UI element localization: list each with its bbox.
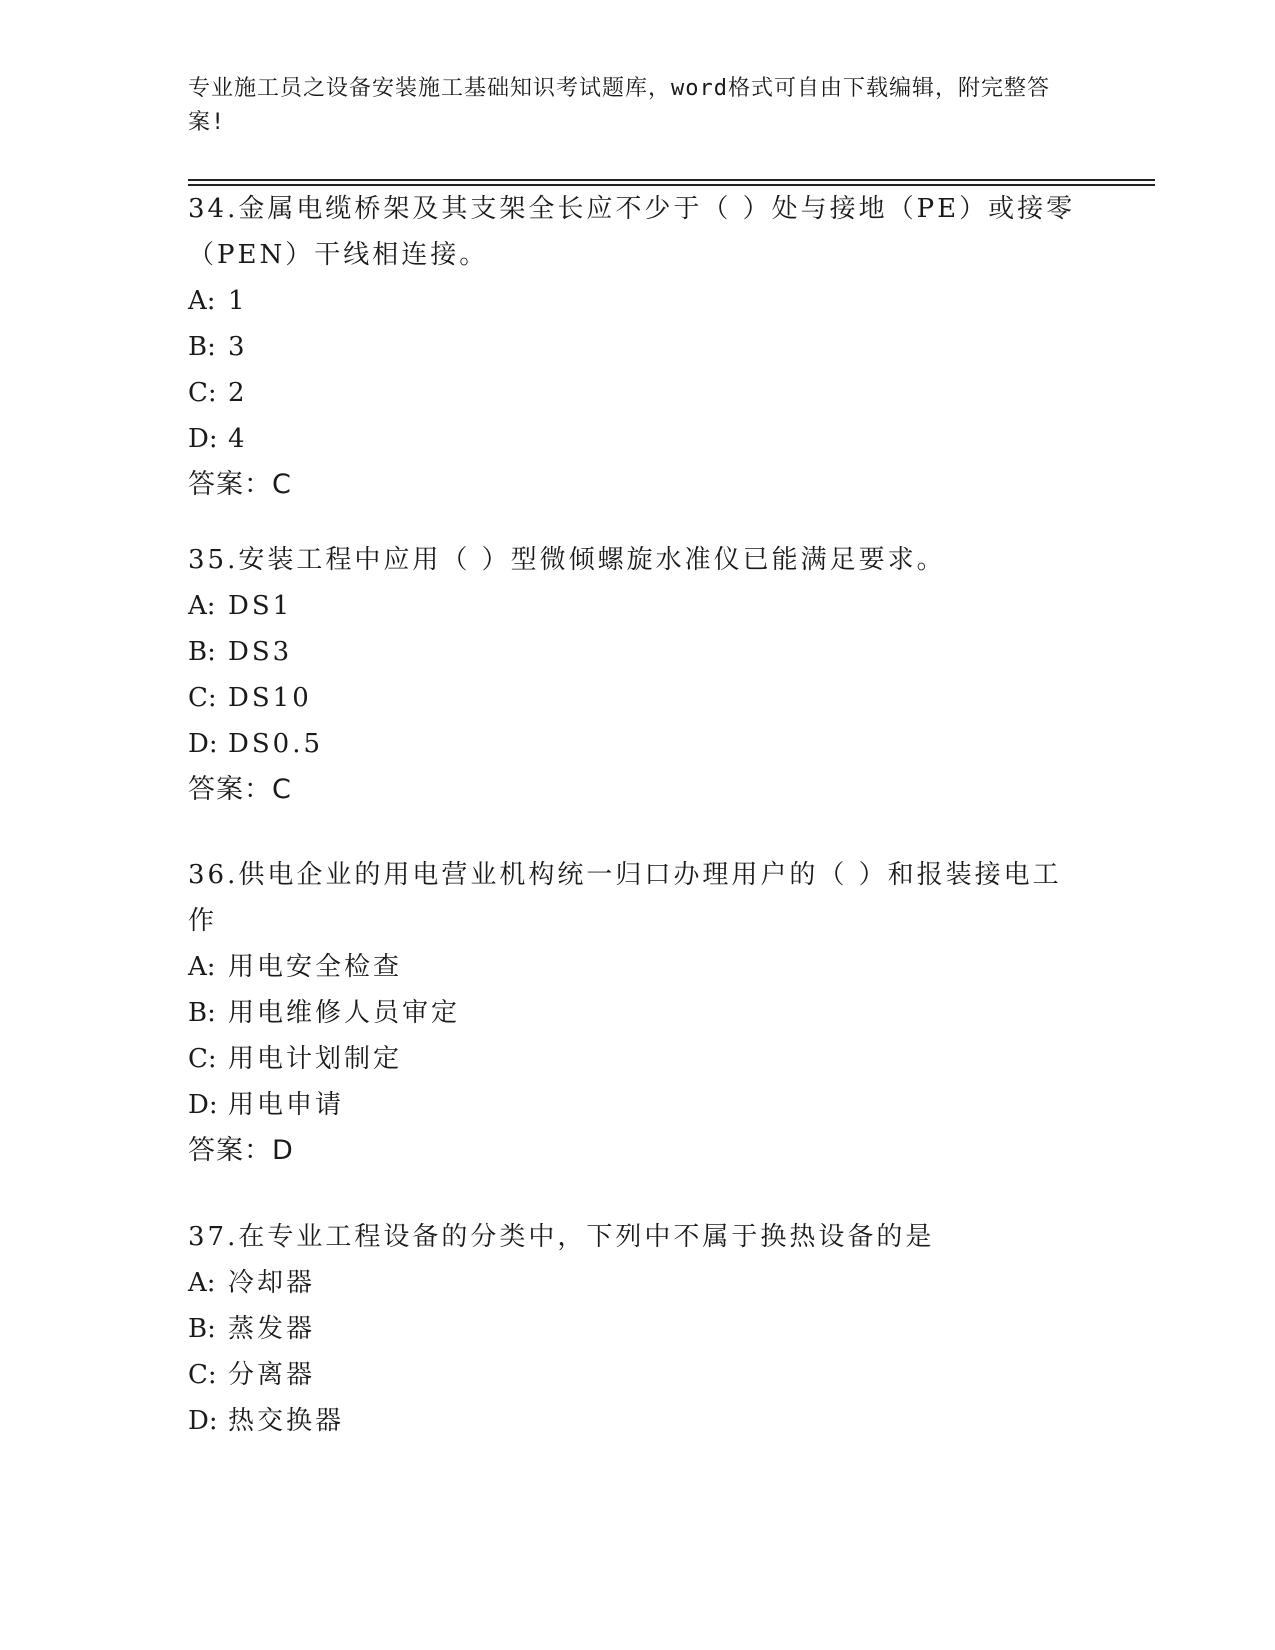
option-value: 用电申请 (228, 1090, 345, 1120)
option-value: 4 (228, 424, 248, 454)
option-d (188, 416, 1078, 462)
option-d (188, 1398, 1078, 1444)
question-text: 36.供电企业的用电营业机构统一归口办理用户的（ ）和报装接电工作 (188, 860, 1062, 936)
option-value: 用电计划制定 (228, 1044, 403, 1074)
option-value: 热交换器 (228, 1406, 345, 1436)
option-key: C: (188, 1360, 217, 1390)
option-value: 2 (228, 378, 248, 408)
option-a (188, 278, 1078, 324)
option-key: D: (188, 1406, 218, 1436)
option-key: A: (188, 591, 216, 621)
option-key: C: (188, 683, 217, 713)
option-b (188, 629, 1078, 675)
option-value: DS0.5 (228, 729, 324, 759)
option-key: D: (188, 729, 218, 759)
option-key: B: (188, 1314, 216, 1344)
option-key: B: (188, 332, 216, 362)
option-key: C: (188, 1044, 217, 1074)
option-value: 蒸发器 (228, 1314, 316, 1344)
option-c (188, 1036, 1078, 1082)
option-key: C: (188, 378, 217, 408)
option-key: A: (188, 1268, 216, 1298)
option-value: DS10 (228, 683, 312, 713)
question-34 (188, 186, 1078, 508)
answer-line: 答案：C (188, 469, 292, 500)
option-key: B: (188, 637, 216, 667)
option-key: D: (188, 1090, 218, 1120)
option-a (188, 1260, 1078, 1306)
question-35 (188, 537, 1078, 813)
option-value: 分离器 (228, 1360, 316, 1390)
option-d (188, 721, 1078, 767)
option-d (188, 1082, 1078, 1128)
option-b (188, 324, 1078, 370)
question-text: 34.金属电缆桥架及其支架全长应不少于（ ）处与接地（PE）或接零（PEN）干线相连接。 (188, 194, 1076, 270)
option-value: 3 (228, 332, 248, 362)
question-36 (188, 852, 1078, 1174)
option-key: A: (188, 286, 216, 316)
option-value: 冷却器 (228, 1268, 316, 1298)
option-value: DS3 (228, 637, 293, 667)
question-text: 37.在专业工程设备的分类中，下列中不属于换热设备的是 (188, 1222, 935, 1252)
option-value: 用电安全检查 (228, 952, 403, 982)
answer-line: 答案：D (188, 1135, 294, 1166)
question-text: 35.安装工程中应用（ ）型微倾螺旋水准仪已能满足要求。 (188, 545, 946, 575)
answer-line: 答案：C (188, 774, 292, 805)
option-value: DS1 (228, 591, 293, 621)
option-c (188, 675, 1078, 721)
option-a (188, 583, 1078, 629)
option-value: 用电维修人员审定 (228, 998, 461, 1028)
header-divider-top (188, 179, 1155, 181)
option-c (188, 1352, 1078, 1398)
option-b (188, 990, 1078, 1036)
option-c (188, 370, 1078, 416)
question-37 (188, 1214, 1078, 1444)
option-key: D: (188, 424, 218, 454)
option-value: 1 (228, 286, 248, 316)
document-header: 专业施工员之设备安装施工基础知识考试题库，word格式可自由下载编辑，附完整答案! (188, 76, 1050, 135)
option-key: A: (188, 952, 216, 982)
option-key: B: (188, 998, 216, 1028)
option-b (188, 1306, 1078, 1352)
option-a (188, 944, 1078, 990)
